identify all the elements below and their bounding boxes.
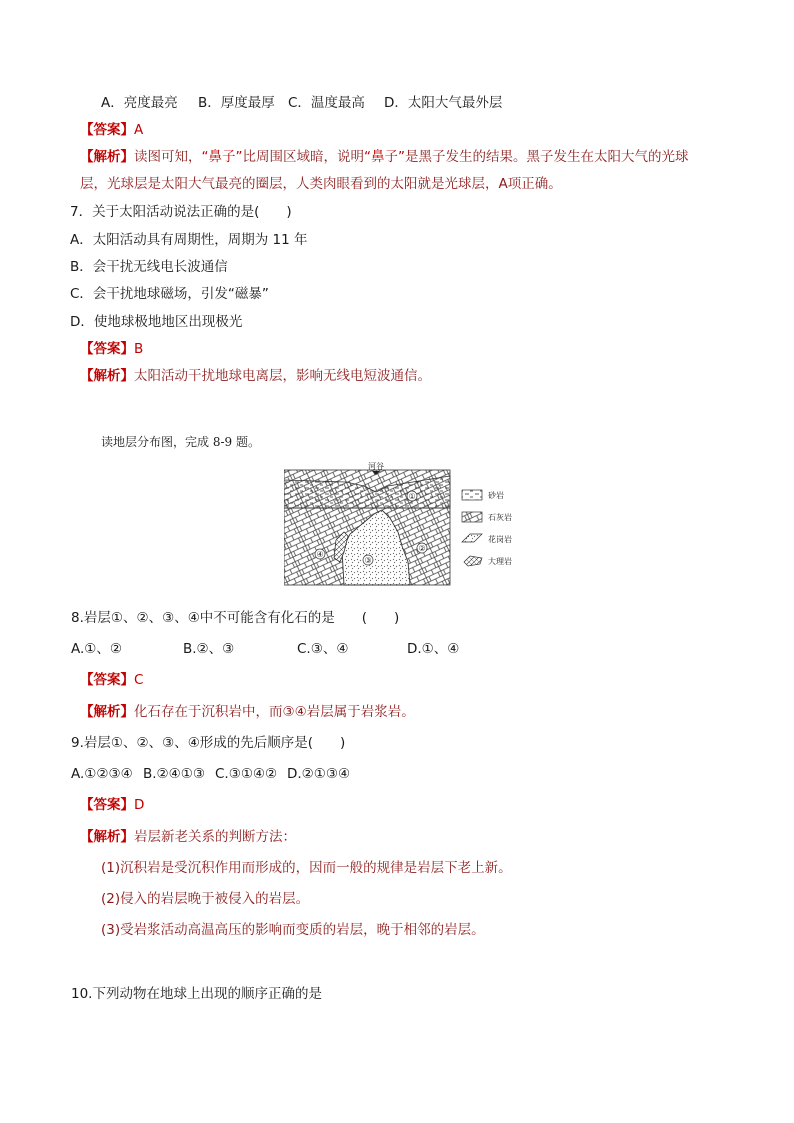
marker-3: ③ [364, 556, 372, 565]
answer-label: 【答案】 [80, 122, 134, 138]
answer-value: C [134, 672, 144, 688]
marker-1: ① [408, 492, 416, 501]
q7-analysis [80, 367, 431, 385]
answer-label: 【答案】 [80, 797, 134, 813]
analysis-label: 【解析】 [80, 149, 134, 165]
analysis-highlight: “鼻子” [364, 149, 405, 165]
q8-option-a: A.①、② [71, 641, 122, 657]
q6-option-b: B．厚度最厚 [198, 95, 275, 111]
q9-point-2: (2)侵入的岩层晚于被侵入的岩层。 [101, 891, 310, 907]
q8-option-b: B.②、③ [183, 641, 235, 657]
marker-4: ④ [316, 550, 324, 559]
analysis-text: 比周围区域暗，说明 [242, 149, 364, 165]
q8-stem: 8.岩层①、②、③、④中不可能含有化石的是 ( ) [71, 610, 400, 626]
q9-stem: 9.岩层①、②、③、④形成的先后顺序是( ) [71, 735, 346, 751]
q8-analysis [80, 703, 415, 721]
q9-option-b: B.②④①③ [143, 766, 205, 782]
q6-option-a: A．亮度最亮 [101, 95, 178, 111]
legend-granite: 花岗岩 [488, 535, 512, 544]
q9-option-d: D.②①③④ [287, 766, 351, 782]
q9-point-3: (3)受岩浆活动高温高压的影响而变质的岩层，晚于相邻的岩层。 [101, 922, 485, 938]
q8-option-c: C.③、④ [297, 641, 349, 657]
analysis-text: 读图可知， [134, 149, 202, 165]
q6-option-d: D．太阳大气最外层 [384, 95, 503, 111]
q10-stem: 10.下列动物在地球上出现的顺序正确的是 [71, 986, 322, 1002]
q7-option-b: B．会干扰无线电长波通信 [70, 259, 228, 275]
legend-marble: 大理岩 [488, 557, 512, 566]
stratigraphy-diagram [284, 462, 554, 586]
q9-option-a: A.①②③④ [71, 766, 133, 782]
q9-option-c: C.③①④② [215, 766, 278, 782]
q6-answer [80, 121, 143, 139]
legend-limestone: 石灰岩 [488, 513, 512, 522]
q6-analysis-line-2: 层，光球层是太阳大气最亮的圈层，人类肉眼看到的太阳就是光球层，A项正确。 [80, 176, 562, 192]
analysis-text: 岩层新老关系的判断方法： [134, 829, 296, 845]
q9-point-1: (1)沉积岩是受沉积作用而形成的，因而一般的规律是岩层下老上新。 [101, 860, 512, 876]
legend [462, 490, 512, 566]
analysis-label: 【解析】 [80, 704, 134, 720]
answer-value: B [134, 341, 144, 357]
analysis-label: 【解析】 [80, 368, 134, 384]
marker-2: ② [418, 544, 426, 553]
analysis-text: 化石存在于沉积岩中，而③④岩层属于岩浆岩。 [134, 704, 415, 720]
answer-value: D [134, 797, 145, 813]
q6-option-c: C．温度最高 [288, 95, 365, 111]
q8-options [71, 640, 459, 658]
analysis-text: 太阳活动干扰地球电离层，影响无线电短波通信。 [134, 368, 431, 384]
q9-answer [80, 796, 144, 814]
analysis-text: 是黑子发生的结果。黑子发生在太阳大气的光球 [405, 149, 689, 165]
q7-option-d: D．使地球极地地区出现极光 [70, 314, 243, 330]
stratigraphy-figure [284, 462, 554, 586]
q7-stem: 7．关于太阳活动说法正确的是( ) [70, 204, 292, 220]
q8-option-d: D.①、④ [407, 641, 460, 657]
analysis-highlight: “鼻子” [201, 149, 243, 165]
q9-options [71, 765, 350, 783]
q8-answer [80, 671, 143, 689]
legend-sandstone: 砂岩 [488, 491, 504, 500]
analysis-label: 【解析】 [80, 829, 134, 845]
q9-analysis [80, 828, 296, 846]
q6-options [101, 94, 502, 112]
q7-answer [80, 340, 143, 358]
q7-option-c: C．会干扰地球磁场，引发“磁暴” [70, 286, 269, 302]
q6-analysis-line-1 [80, 148, 689, 166]
q7-option-a: A．太阳活动具有周期性，周期为 11 年 [70, 232, 308, 248]
figure-intro: 读地层分布图，完成 8-9 题。 [101, 435, 260, 449]
answer-label: 【答案】 [80, 672, 134, 688]
answer-label: 【答案】 [80, 341, 134, 357]
answer-value: A [134, 122, 144, 138]
river-valley-label: 河谷 [368, 462, 384, 471]
